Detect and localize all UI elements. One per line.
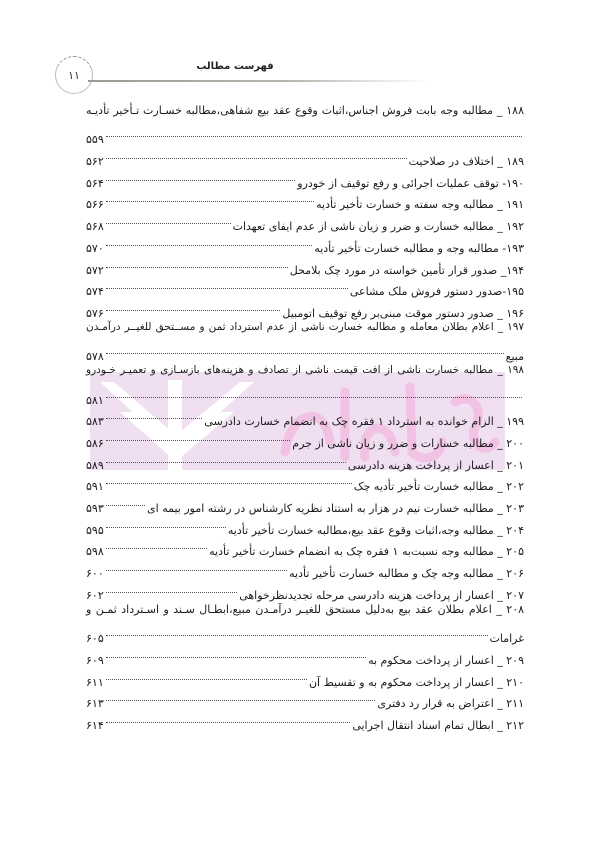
toc-entry[interactable] — [86, 143, 524, 169]
toc-entry[interactable] — [86, 165, 524, 190]
toc-page-number: ۵۹۳ — [86, 502, 104, 516]
toc-entry[interactable] — [86, 252, 524, 277]
leader-dots — [106, 230, 315, 252]
leader-dots — [106, 686, 378, 708]
toc-page-number: ۵۷۲ — [86, 263, 104, 277]
table-of-contents — [86, 100, 525, 732]
toc-entry-continuation[interactable] — [86, 382, 524, 407]
toc-page-number: ۶۱۳ — [86, 697, 104, 711]
toc-entry-title: ۲۰۶ _ مطالبه وجه چک و مطالبه خسارت تأخیر تأدیه — [289, 567, 524, 581]
toc-entry-title: ۲۰۲ _ مطالبه خسارت تأخیر تأدیه چک — [353, 480, 524, 494]
toc-page-number: ۶۱۱ — [86, 675, 104, 689]
toc-entry-title: ۲۰۰ _ مطالبه خسارات و ضرر و زیان ناشی از جرم — [292, 437, 524, 450]
toc-entry[interactable] — [86, 577, 524, 602]
toc-entry-continuation[interactable] — [86, 339, 524, 364]
toc-entry-title-line1: ۱۸۸ _ مطالبه وجه بابت فروش اجناس،اثبات وقوع عقد بیع شفاهی،مطالبه خسـارت تـأخیر تأدیـه — [86, 104, 524, 117]
toc-entry-title: ۲۰۷ _ اعسار از پرداخت هزینه دادرسی مرحله تجدیدنظرخواهی — [239, 588, 524, 602]
toc-entry[interactable] — [86, 230, 524, 255]
toc-entry[interactable] — [86, 490, 524, 516]
toc-entry[interactable] — [86, 295, 524, 320]
toc-entry-title: ۲۱۰ _ اعسار از پرداخت محکوم به و تقسیط آن — [308, 675, 524, 689]
leader-dots — [106, 404, 205, 426]
leader-dots — [106, 295, 283, 317]
toc-page-number: ۵۷۰ — [86, 241, 104, 255]
toc-page-number: ۵۹۸ — [86, 545, 104, 559]
toc-page-number: ۵۷۶ — [86, 306, 104, 320]
toc-entry-title-line1: ۱۹۷ _ اعلام بطلان معامله و مطالبه خسارت ناشی از عدم استرداد ثمن و مســتحق للغیــر درآمـدن — [86, 320, 524, 333]
toc-entry[interactable] — [86, 317, 524, 339]
toc-entry-title: ۱۹۹ _ الزام خوانده به استرداد ۱ فقره چک به انضمام خسارت دادرسی — [204, 415, 524, 429]
toc-entry-title: ۲۱۲ _ ابطال تمام اسناد انتقال اجرایی — [352, 718, 524, 732]
leader-dots — [106, 469, 354, 491]
leader-dots — [106, 621, 490, 643]
toc-entry-title: ۱۹۵-صدور دستور فروش ملک مشاعی — [349, 285, 524, 299]
toc-entry[interactable] — [86, 534, 524, 559]
leader-dots — [106, 143, 409, 165]
toc-entry-title-line1: ۱۹۸ _ مطالبه خسارت ناشی از افت قیمت ناشی از تصادف و هزینه‌های بازسـازی و تعمیـر خـودرو — [86, 364, 525, 377]
toc-page-number: ۵۶۴ — [86, 176, 104, 190]
toc-entry-continuation[interactable] — [86, 122, 524, 147]
toc-entry-title-line2: غرامات — [489, 632, 524, 646]
toc-entry-title: ۱۸۹ _ اختلاف در صلاحیت — [408, 155, 524, 169]
toc-page-number: ۵۸۱ — [86, 393, 104, 407]
toc-entry[interactable] — [86, 599, 524, 621]
header-rule — [88, 80, 428, 82]
toc-page-number: ۶۰۵ — [86, 632, 104, 646]
toc-entry[interactable] — [86, 187, 524, 212]
toc-entry-title: ۱۹۴_ صدور قرار تأمین خواسته در مورد چک بلامحل — [289, 263, 524, 277]
toc-page-number: ۵۶۸ — [86, 220, 104, 234]
toc-entry-title: ۱۹۶ _ صدور دستور موقت مبنی‌بر رفع توقیف اتومبیل — [282, 306, 524, 320]
toc-page-number: ۶۱۴ — [86, 718, 104, 732]
toc-entry[interactable] — [86, 100, 524, 122]
toc-entry[interactable] — [86, 404, 524, 429]
toc-page-number: ۵۸۶ — [86, 437, 104, 450]
toc-page-number: ۶۰۰ — [86, 567, 104, 581]
toc-entry-title: ۱۹۳- مطالبه وجه و مطالبه خسارت تأخیر تأدیه — [314, 241, 524, 255]
leader-dots — [106, 339, 506, 361]
toc-page-number: ۵۹۱ — [86, 480, 104, 494]
leader-dots — [106, 664, 309, 686]
toc-entry[interactable] — [86, 555, 524, 581]
leader-dots — [106, 208, 233, 230]
toc-entry[interactable] — [86, 360, 524, 382]
leader-dots — [106, 642, 368, 664]
toc-entry-title: ۲۰۳ _ مطالبه خسارت نیم در هزار به استناد نظریه کارشناس در رشته امور بیمه ای — [147, 502, 524, 516]
toc-page-number: ۵۵۹ — [86, 133, 104, 147]
toc-page-number: ۵۶۲ — [86, 155, 104, 169]
toc-entry-title: ۲۰۹ _ اعسار از پرداخت محکوم به — [368, 653, 524, 667]
leader-dots — [106, 165, 298, 187]
toc-entry-title: ۱۹۲ _ مطالبه خسارت و ضرر و زیان ناشی از عدم ایفای تعهدات — [232, 220, 524, 234]
toc-page-number: ۵۹۵ — [86, 523, 104, 537]
toc-entry[interactable] — [86, 447, 524, 472]
toc-page-number: ۵۷۸ — [86, 350, 104, 364]
toc-page-number: ۵۸۳ — [86, 415, 104, 429]
leader-dots — [106, 577, 239, 599]
leader-dots — [106, 274, 350, 296]
leader-dots — [106, 187, 316, 209]
toc-entry-title: ۱۹۰- توقف عملیات اجرائی و رفع توقیف از خودرو — [297, 176, 524, 190]
leader-dots — [106, 534, 209, 556]
toc-entry-title-line2: مبیع — [505, 350, 524, 364]
leader-dots — [106, 512, 228, 534]
leader-dots — [106, 707, 353, 729]
running-title: فهرست مطالب — [196, 61, 274, 72]
leader-dots — [106, 382, 524, 404]
leader-dots — [106, 447, 348, 469]
toc-entry-title-line1: ۲۰۸ _ اعلام بطلان عقد بیع به‌دلیل مستحق للغیـر درآمـدن مبیع،ابطـال سـند و اسـترداد ثمـن و — [86, 602, 525, 616]
leader-dots — [106, 425, 293, 447]
toc-entry[interactable] — [86, 274, 524, 299]
toc-entry-title: ۲۰۴ _ مطالبه وجه،اثبات وقوع عقد بیع،مطالبه خسارت تأخیر تأدیه — [227, 523, 524, 537]
toc-entry[interactable] — [86, 469, 524, 494]
page-number: ۱۱ — [68, 68, 80, 82]
page-header — [0, 0, 600, 100]
toc-page-number: ۵۸۹ — [86, 458, 104, 472]
toc-entry[interactable] — [86, 707, 524, 732]
toc-entry[interactable] — [86, 664, 524, 689]
toc-entry[interactable] — [86, 208, 524, 234]
toc-page-number: ۵۶۶ — [86, 198, 104, 212]
toc-entry-title: ۲۱۱ _ اعتراض به قرار رد دفتری — [377, 697, 524, 711]
toc-entry-title: ۲۰۱ _ اعسار از پرداخت هزینه دادرسی — [347, 458, 524, 472]
toc-entry-title: ۲۰۵ _ مطالبه وجه نسبت‌به ۱ فقره چک به انضمام خسارت تأخیر تأدیه — [209, 545, 524, 559]
toc-page-number: ۵۷۴ — [86, 285, 104, 299]
toc-page-number: ۶۰۹ — [86, 653, 104, 667]
leader-dots — [106, 252, 290, 274]
toc-page-number: ۶۰۲ — [86, 588, 104, 602]
toc-entry-title: ۱۹۱ _ مطالبه وجه سفته و خسارت تأخیر تأدیه — [316, 198, 524, 212]
leader-dots — [106, 122, 524, 144]
toc-entry[interactable] — [86, 686, 524, 711]
toc-entry[interactable] — [86, 425, 524, 450]
toc-entry[interactable] — [86, 642, 524, 667]
page-number-badge — [55, 56, 93, 94]
leader-dots — [106, 490, 147, 512]
toc-entry-continuation[interactable] — [86, 621, 524, 646]
toc-entry[interactable] — [86, 512, 524, 537]
leader-dots — [106, 555, 289, 577]
